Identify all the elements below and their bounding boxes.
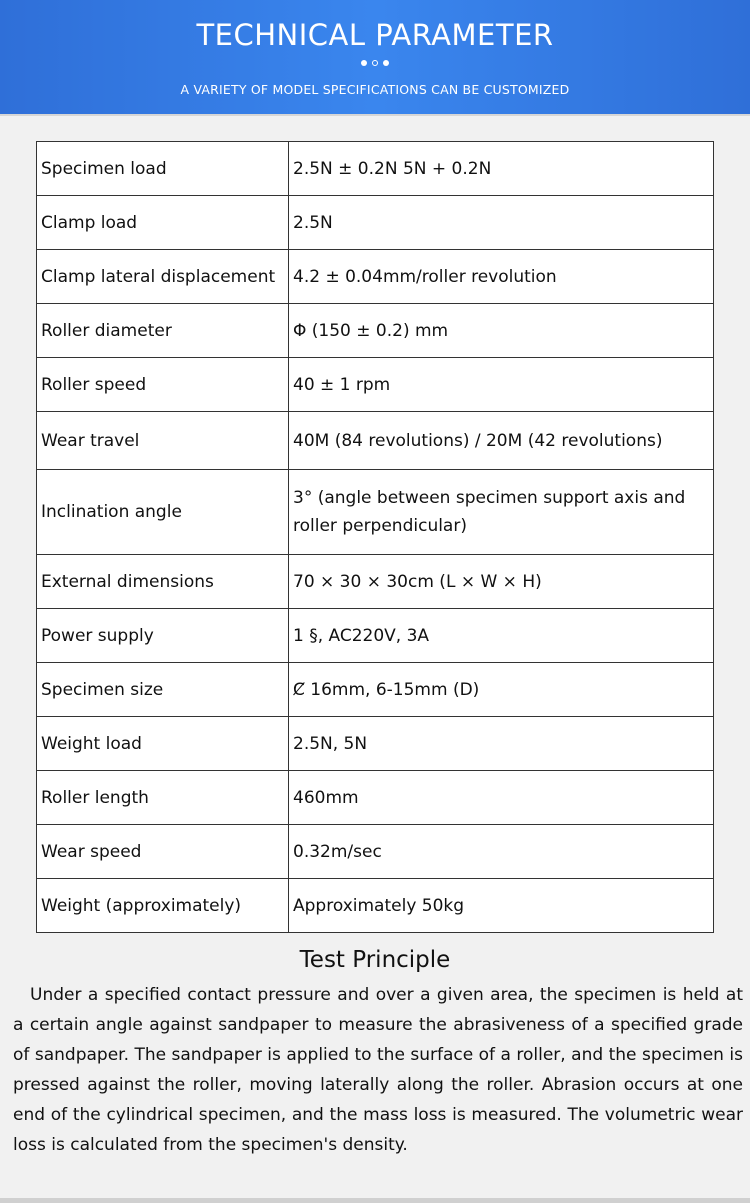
dot-icon <box>383 60 389 66</box>
table-row <box>37 412 714 470</box>
table-row <box>37 879 714 933</box>
table-row <box>37 142 714 196</box>
param-value: 1 §, AC220V, 3A <box>289 609 714 663</box>
table-row <box>37 825 714 879</box>
table-row <box>37 196 714 250</box>
bottom-divider <box>0 1198 750 1203</box>
param-name: Power supply <box>37 609 289 663</box>
table-row <box>37 771 714 825</box>
table-row <box>37 250 714 304</box>
param-name: Specimen size <box>37 663 289 717</box>
param-value: 3° (angle between specimen support axis and roller perpendicular) <box>289 470 714 555</box>
table-row <box>37 609 714 663</box>
param-value: Ȼ 16mm, 6-15mm (D) <box>289 663 714 717</box>
table-row <box>37 470 714 555</box>
param-value: Approximately 50kg <box>289 879 714 933</box>
param-value: 0.32m/sec <box>289 825 714 879</box>
param-value: 2.5N, 5N <box>289 717 714 771</box>
param-name: Weight load <box>37 717 289 771</box>
table-row <box>37 555 714 609</box>
parameters-table <box>36 141 714 933</box>
banner-title: TECHNICAL PARAMETER <box>196 18 554 52</box>
param-name: Wear speed <box>37 825 289 879</box>
param-name: Clamp load <box>37 196 289 250</box>
param-value: 4.2 ± 0.04mm/roller revolution <box>289 250 714 304</box>
param-value: 460mm <box>289 771 714 825</box>
param-name: Specimen load <box>37 142 289 196</box>
param-name: External dimensions <box>37 555 289 609</box>
param-name: Weight (approximately) <box>37 879 289 933</box>
principle-paragraph <box>13 980 743 1160</box>
hollow-dot-icon <box>372 60 378 66</box>
table-row <box>37 663 714 717</box>
table-row <box>37 717 714 771</box>
banner-divider <box>0 114 750 116</box>
dot-icon <box>361 60 367 66</box>
param-value: 2.5N ± 0.2N 5N + 0.2N <box>289 142 714 196</box>
banner-dots <box>0 60 750 66</box>
param-name: Wear travel <box>37 412 289 470</box>
param-value: 70 × 30 × 30cm (L × W × H) <box>289 555 714 609</box>
param-name: Roller speed <box>37 358 289 412</box>
header-banner <box>0 0 750 114</box>
param-name: Inclination angle <box>37 470 289 555</box>
param-value: 2.5N <box>289 196 714 250</box>
param-name: Roller length <box>37 771 289 825</box>
section-title: Test Principle <box>299 947 451 973</box>
principle-text: Under a specified contact pressure and over a given area, the specimen is held at a certain angle against sandpaper to measure the abrasiveness of a specified grade of sandpaper. The sandpaper is applied to the surface of a roller, and the specimen is pressed against the roller, moving laterally along the roller. Abrasion occurs at one end of the cylindrical specimen, and the mass loss is measured. The volumetric wear loss is calculated from the specimen's density. <box>13 985 743 1155</box>
param-value: 40M (84 revolutions) / 20M (42 revolutions) <box>289 412 714 470</box>
param-value: 40 ± 1 rpm <box>289 358 714 412</box>
param-name: Clamp lateral displacement <box>37 250 289 304</box>
param-value: Φ (150 ± 0.2) mm <box>289 304 714 358</box>
banner-subtitle: A VARIETY OF MODEL SPECIFICATIONS CAN BE CUSTOMIZED <box>180 82 570 97</box>
table-row <box>37 304 714 358</box>
param-name: Roller diameter <box>37 304 289 358</box>
table-row <box>37 358 714 412</box>
